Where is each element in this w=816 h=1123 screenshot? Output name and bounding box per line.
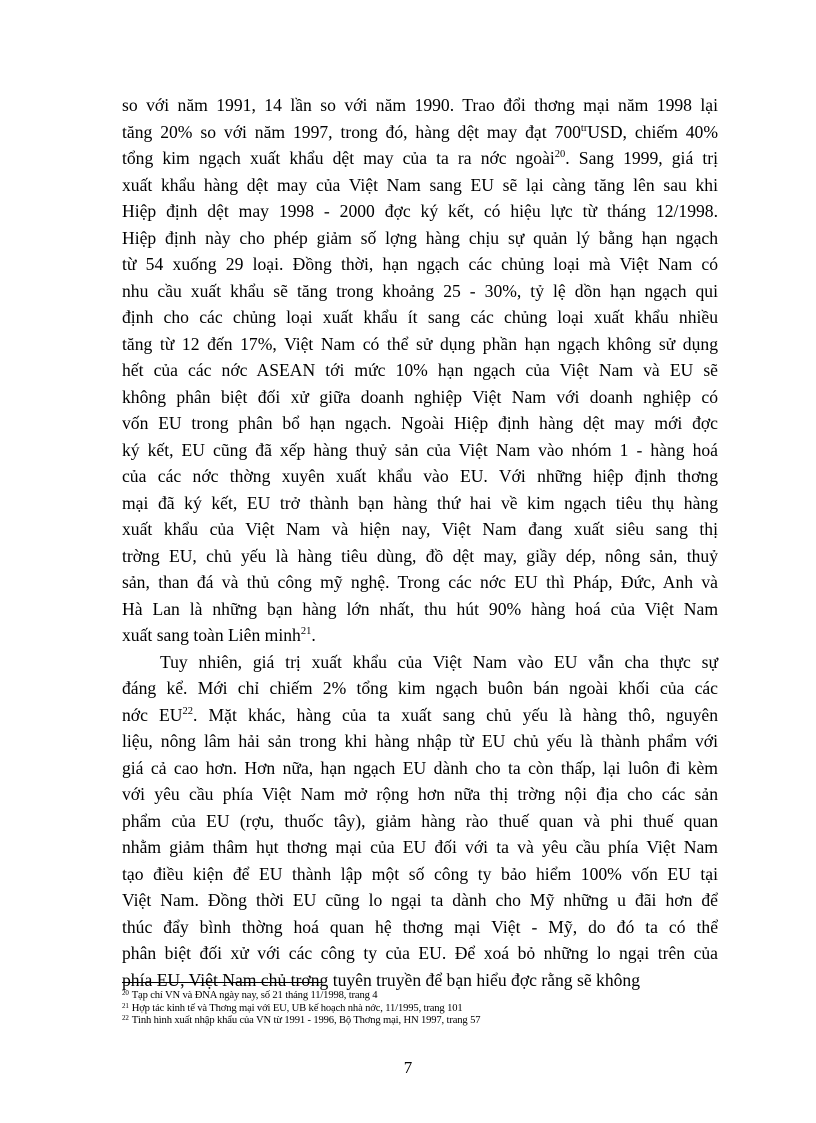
text-segment: USD, chiếm 40% [587, 121, 718, 142]
text-segment: phân biệt đối xử với các công ty của EU. Để xoá bỏ những lo ngại trên của [122, 943, 718, 963]
text-segment: không phân biệt đối xử giữa doanh nghiệp Việt Nam với doanh nghiệp có [122, 386, 718, 407]
text-segment: vốn EU trong phân bổ hạn ngạch. Ngoài Hiệp định hàng dệt may mới đợc [122, 413, 718, 433]
footnote-text: Tình hình xuất nhập khẩu của VN từ 1991 - 1996, Bộ Thơng mại, HN 1997, trang 57 [131, 1015, 481, 1027]
text-segment: mại đã ký kết, EU trở thành bạn hàng thứ hai về kim ngạch tiêu thụ hàng [122, 492, 718, 513]
text-segment: so với năm 1991, 14 lần so với năm 1990. Trao đổi thơng mại năm 1998 lại [122, 95, 718, 115]
text-segment: phía EU, Việt Nam chủ trơng tuyên truyền để bạn hiểu đợc rằng sẽ không [122, 969, 641, 990]
footnote [122, 1015, 722, 1028]
text-segment: với yêu cầu phía Việt Nam mở rộng hơn nữa thị trờng nội địa cho các sản [122, 784, 718, 804]
text-segment: nhu cầu xuất khẩu sẽ tăng trong khoảng 25 - 30%, tỷ lệ dồn hạn ngạch qui [122, 280, 718, 301]
text-line [122, 225, 718, 252]
footnote-reference: 20 [554, 149, 566, 160]
text-line [122, 649, 718, 676]
page-number: 7 [403, 1058, 413, 1077]
text-line [122, 145, 718, 172]
text-segment: của các nớc thờng xuyên xuất khẩu vào EU. Với những hiệp định thơng [122, 466, 718, 486]
text-line [122, 755, 718, 782]
text-segment: giá cả cao hơn. Hơn nữa, hạn ngạch EU dành cho ta còn thấp, lại luôn đi kèm [122, 757, 718, 778]
text-segment: xuất sang toàn Liên minh [122, 625, 301, 645]
text-line [122, 914, 718, 941]
text-line [122, 463, 718, 490]
paragraph [122, 649, 718, 994]
text-line [122, 198, 718, 225]
text-line [122, 251, 718, 278]
text-segment: nớc EU [122, 704, 183, 725]
footnote [122, 1003, 722, 1016]
text-line [122, 596, 718, 623]
footnote-reference: 21 [300, 626, 312, 637]
text-segment: xuất khẩu của Việt Nam và hiện nay, Việt Nam đang xuất siêu sang thị [122, 519, 718, 539]
text-segment: từ 54 xuống 29 loại. Đồng thời, hạn ngạch các chủng loại mà Việt Nam có [122, 254, 718, 274]
text-segment: trờng EU, chủ yếu là hàng tiêu dùng, đồ dệt may, giầy dép, nông sản, thuỷ [122, 545, 718, 566]
text-line [122, 516, 718, 543]
text-segment: Hà Lan là những bạn hàng lớn nhất, thu hút 90% hàng hoá của Việt Nam [122, 598, 718, 619]
text-line [122, 728, 718, 755]
text-line [122, 808, 718, 835]
text-line [122, 172, 718, 199]
text-line [122, 92, 718, 119]
text-line [122, 940, 718, 967]
text-segment: ký kết, EU cũng đã xếp hàng thuỷ sản của Việt Nam vào nhóm 1 - hàng hoá [122, 439, 718, 460]
text-line [122, 675, 718, 702]
text-segment: tổng kim ngạch xuất khẩu dệt may của ta ra nớc ngoài [122, 148, 555, 168]
text-line [122, 384, 718, 411]
footnote-text: Tạp chí VN và ĐNA ngày nay, số 21 tháng 11/1998, trang 4 [131, 990, 378, 1001]
text-segment: . Mặt khác, hàng của ta xuất sang chủ yếu là hàng thô, nguyên [192, 704, 718, 725]
text-segment: Hiệp định này cho phép giảm số lợng hàng chịu sự quản lý bằng hạn ngạch [122, 227, 718, 248]
text-line [122, 490, 718, 517]
text-line [122, 622, 718, 649]
body-text [122, 92, 718, 993]
footnote [122, 990, 722, 1003]
text-line [122, 331, 718, 358]
text-segment: Tuy nhiên, giá trị xuất khẩu của Việt Nam vào EU vẫn cha thực sự [160, 651, 718, 672]
footnote-reference: 22 [182, 705, 193, 717]
text-line [122, 304, 718, 331]
text-segment: liệu, nông lâm hải sản trong khi hàng nhập từ EU chủ yếu là thành phẩm với [122, 731, 718, 751]
footnote-reference: tr [580, 122, 588, 134]
text-line [122, 861, 718, 888]
footnote-number: 20 [122, 989, 129, 997]
text-segment: Việt Nam. Đồng thời EU cũng lo ngại ta dành cho Mỹ những u đãi hơn để [122, 890, 718, 910]
text-line [122, 569, 718, 596]
text-segment: . Sang 1999, giá trị [565, 148, 718, 168]
text-line [122, 702, 718, 729]
text-line [122, 278, 718, 305]
text-segment: sản, than đá và thủ công mỹ nghệ. Trong các nớc EU thì Pháp, Đức, Anh và [122, 572, 718, 592]
footnotes [122, 990, 722, 1028]
text-segment: xuất khẩu hàng dệt may của Việt Nam sang EU sẽ lại càng tăng lên sau khi [122, 174, 718, 195]
footnote-number: 21 [122, 1001, 129, 1010]
text-segment: đáng kể. Mới chỉ chiếm 2% tổng kim ngạch buôn bán ngoài khối của các [122, 678, 718, 698]
paragraph [122, 92, 718, 649]
text-line [122, 781, 718, 808]
text-line [122, 410, 718, 437]
text-segment: phẩm của EU (rợu, thuốc tây), giảm hàng rào thuế quan và phi thuế quan [122, 810, 718, 831]
text-segment: tăng 20% so với năm 1997, trong đó, hàng dệt may đạt 700 [122, 121, 581, 142]
text-line [122, 834, 718, 861]
text-line [122, 357, 718, 384]
text-line [122, 119, 718, 146]
text-segment: hết của các nớc ASEAN tới mức 10% hạn ngạch của Việt Nam và EU sẽ [122, 360, 718, 380]
text-segment: tăng từ 12 đến 17%, Việt Nam có thể sử dụng phần hạn ngạch không sử dụng [122, 333, 718, 354]
text-line [122, 543, 718, 570]
text-segment: tạo điều kiện để EU thành lập một số công ty bảo hiểm 100% vốn EU tại [122, 863, 718, 884]
text-segment: Hiệp định dệt may 1998 - 2000 đợc ký kết, có hiệu lực từ tháng 12/1998. [122, 201, 718, 221]
text-line [122, 437, 718, 464]
text-segment: . [311, 625, 316, 645]
footnote-separator [122, 982, 322, 983]
text-segment: định cho các chủng loại xuất khẩu ít sang các chủng loại xuất khẩu nhiều [122, 307, 718, 327]
footnote-text: Hợp tác kinh tế và Thơng mại với EU, UB kế hoạch nhà nớc, 11/1995, trang 101 [131, 1002, 463, 1014]
text-segment: nhằm giảm thâm hụt thơng mại của EU đối với ta và yêu cầu phía Việt Nam [122, 837, 718, 857]
text-segment: thúc đẩy bình thờng hoá quan hệ thơng mại Việt - Mỹ, do đó ta có thể [122, 916, 718, 937]
footnote-number: 22 [122, 1014, 129, 1023]
text-line [122, 887, 718, 914]
